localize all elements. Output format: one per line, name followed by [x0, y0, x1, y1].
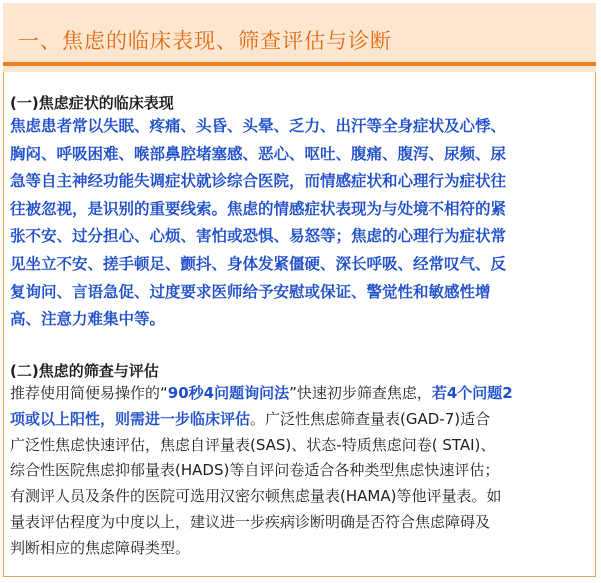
section-2-line: 综合性医院焦虑抑郁量表(HADS)等自评问卷适合各种类型焦虑快速评估； — [10, 461, 500, 480]
section-1-line: 复询问、言语急促、过度要求医师给予安慰或保证、警觉性和敏感性增 — [10, 282, 491, 301]
section-2-line — [10, 407, 590, 433]
section-2-title: (二)焦虑的筛查与评估 — [10, 362, 159, 380]
text-run: 推荐使用简便易操作的“ — [10, 384, 168, 402]
emphasis-text: 项或以上阳性，则需进一步临床评估 — [10, 409, 251, 428]
page-title: 一、焦虑的临床表现、筛查评估与诊断 — [18, 29, 392, 53]
header-divider — [3, 62, 596, 66]
section-1-line: 急等自主神经功能失调症状就诊综合医院，而情感症状和心理行为症状往 — [10, 172, 507, 191]
section-1-line: 焦虑患者常以失眠、疼痛、头昏、头晕、乏力、出汗等全身症状及心悸、 — [10, 117, 507, 135]
section-1-title: (一)焦虑症状的临床表现 — [10, 94, 174, 112]
section-2-body — [10, 381, 590, 562]
text-run: ”快速初步筛查焦虑， — [289, 384, 432, 402]
section-1-body — [10, 113, 590, 334]
section-2-line: 有测评人员及条件的医院可选用汉密尔顿焦虑量表(HAMA)等他评量表。如 — [10, 487, 502, 506]
emphasis-text: 若4个问题2 — [431, 384, 513, 402]
section-2-line: 广泛性焦虑快速评估，焦虑自评量表(SAS)、状态-特质焦虑问卷( STAI)、 — [10, 435, 496, 454]
section-2-line — [10, 381, 590, 407]
method-name: 90秒4问题询问法 — [167, 384, 290, 402]
section-1-line: 往被忽视，是识别的重要线索。焦虑的情感症状表现为与处境不相符的紧 — [10, 199, 507, 218]
section-1-line: 见坐立不安、搓手顿足、颤抖、身体发紧僵硬、深长呼吸、经常叹气、反 — [10, 254, 507, 273]
section-2-line: 判断相应的焦虑障碍类型。 — [10, 538, 191, 557]
text-run: 。广泛性焦虑筛查量表(GAD-7)适合 — [250, 409, 491, 428]
section-1-line: 高、注意力难集中等。 — [10, 310, 166, 329]
section-1-line: 张不安、过分担心、心烦、害怕或恐惧、易怒等；焦虑的心理行为症状常 — [10, 227, 507, 246]
section-2-line: 量表评估程度为中度以上，建议进一步疾病诊断明确是否符合焦虑障碍及 — [10, 512, 491, 531]
section-1-line: 胸闷、呼吸困难、喉部鼻腔堵塞感、恶心、呕吐、腹痛、腹泻、尿频、尿 — [10, 144, 507, 163]
